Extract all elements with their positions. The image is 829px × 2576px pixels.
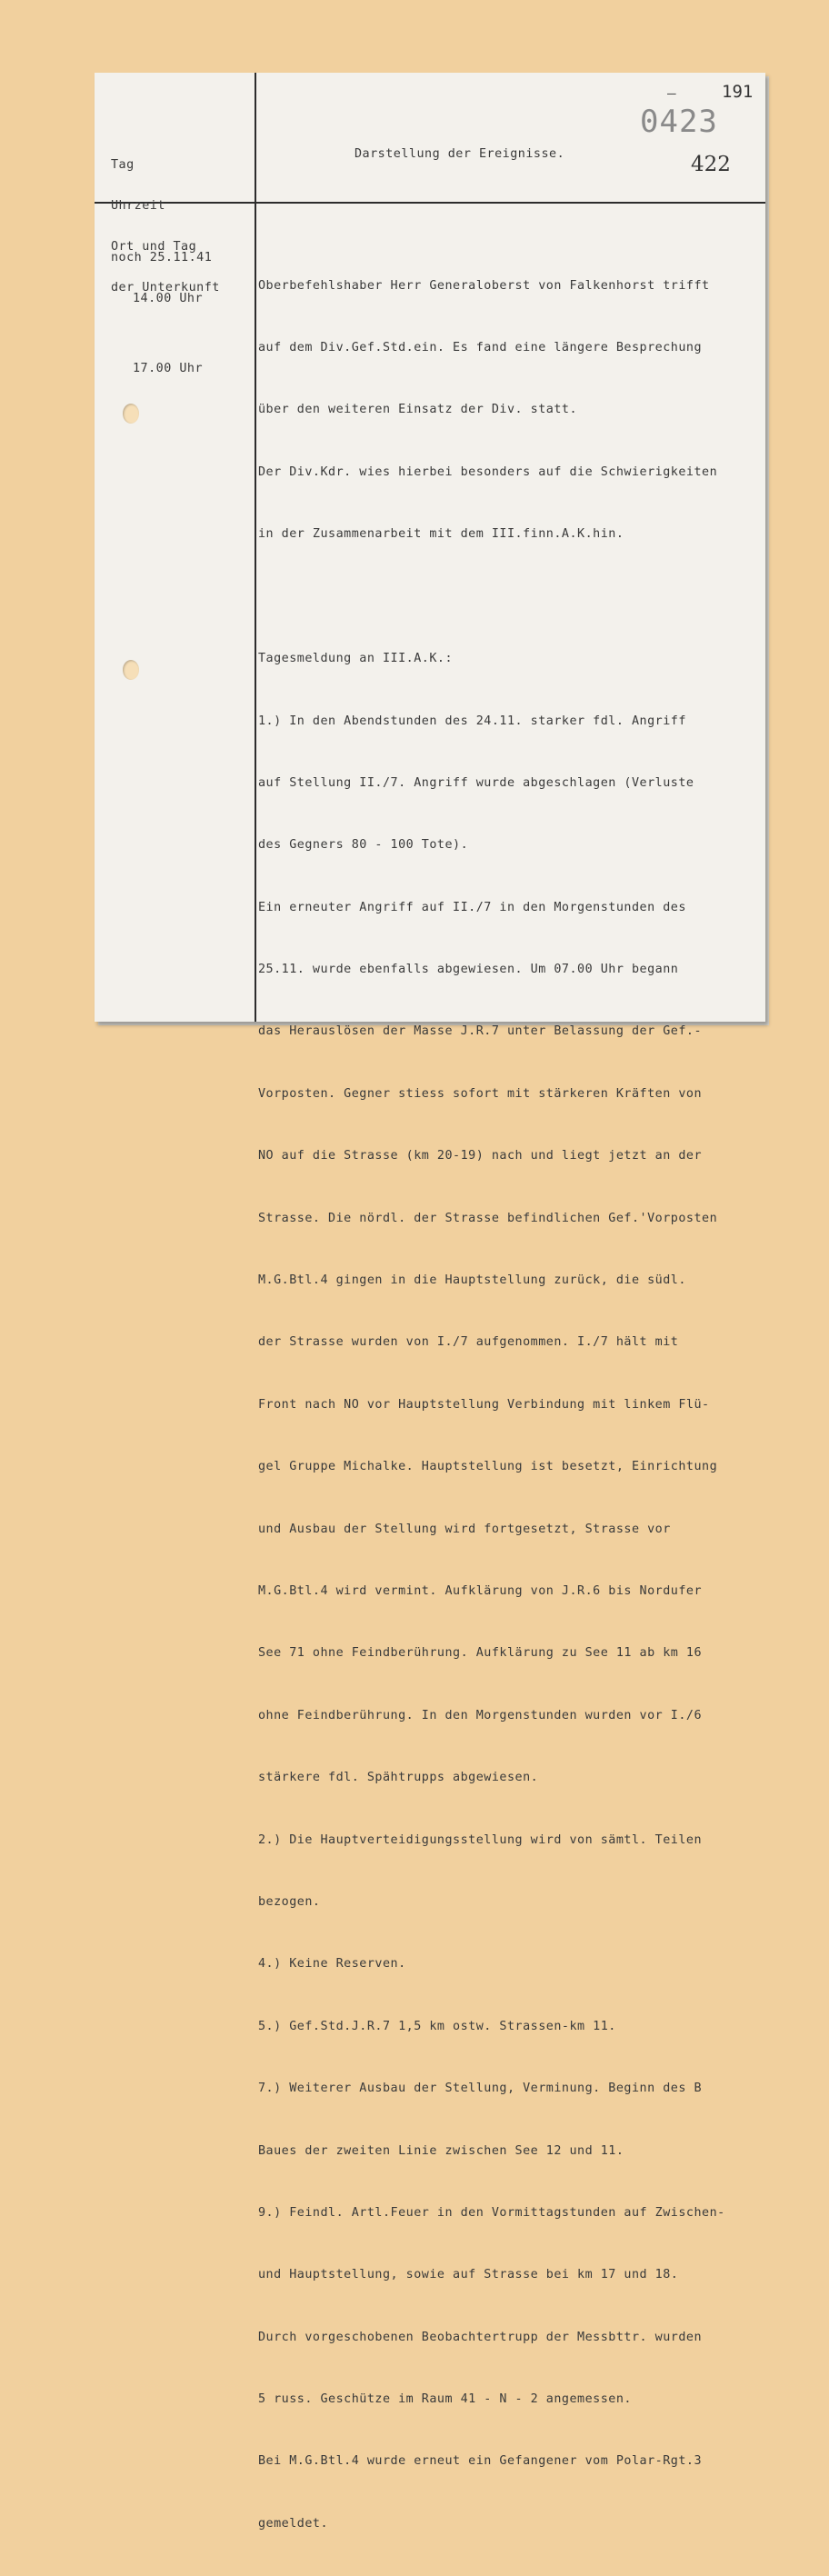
entry-2-line: Vorposten. Gegner stiess sofort mit stärkeren Kräften von — [258, 1086, 703, 1101]
entry-2-line: bezogen. — [258, 1894, 321, 1909]
column-divider — [255, 73, 256, 1022]
entry-2-line: M.G.Btl.4 wird vermint. Aufklärung von J.R.6 bis Nordufer — [258, 1584, 703, 1598]
entry-2-line: und Ausbau der Stellung wird fortgesetzt, Strasse vor — [258, 1522, 671, 1536]
document-page — [95, 73, 765, 2531]
header-label-tag: Tag — [111, 158, 135, 172]
entry-2-line: 9.) Feindl. Artl.Feuer in den Vormittagstunden auf Zwischen- — [258, 2205, 725, 2220]
dash-mark: – — [667, 85, 676, 102]
page-number: 422 — [691, 153, 731, 176]
entry-2-line: 25.11. wurde ebenfalls abgewiesen. Um 07.00 Uhr begann — [258, 963, 679, 977]
entry-2-line: Strasse. Die nördl. der Strasse befindlichen Gef.'Vorposten — [258, 1211, 718, 1225]
entry-2-line: und Hauptstellung, sowie auf Strasse bei km 17 und 18. — [258, 2268, 679, 2282]
entry-2-line: stärkere fdl. Spähtrupps abgewiesen. — [258, 1771, 539, 1785]
entry-2-line: 5.) Gef.Std.J.R.7 1,5 km ostw. Strassen-km 11. — [258, 2019, 616, 2033]
punch-hole — [123, 660, 139, 680]
entry-2-line: See 71 ohne Feindberührung. Aufklärung zu See 11 ab km 16 — [258, 1646, 703, 1661]
entry-2-line: das Herauslösen der Masse J.R.7 unter Belassung der Gef.- — [258, 1024, 703, 1039]
entry-2-line: des Gegners 80 - 100 Tote). — [258, 838, 469, 853]
entry-1-line: über den weiteren Einsatz der Div. statt. — [258, 403, 578, 417]
entry-1-line: Der Div.Kdr. wies hierbei besonders auf die Schwierigkeiten — [258, 464, 718, 479]
archive-page-number: 191 — [722, 82, 754, 102]
header-label-uhrzeit: Uhrzeit — [111, 199, 165, 213]
entry-2-line: 4.) Keine Reserven. — [258, 1957, 406, 1972]
entry-2-line: 5 russ. Geschütze im Raum 41 - N - 2 angemessen. — [258, 2392, 632, 2407]
entry-2-line: 1.) In den Abendstunden des 24.11. starker fdl. Angriff — [258, 714, 686, 728]
entry-2-line: Tagesmeldung an III.A.K.: — [258, 652, 454, 666]
entry-2-line: NO auf die Strasse (km 20-19) nach und liegt jetzt an der — [258, 1149, 703, 1163]
punch-hole — [123, 404, 139, 424]
entry-2-line: der Strasse wurden von I./7 aufgenommen. I./7 hält mit — [258, 1335, 679, 1350]
entry-1-date: noch 25.11.41 — [111, 251, 213, 265]
entry-2-line: gel Gruppe Michalke. Hauptstellung ist besetzt, Einrichtung — [258, 1460, 718, 1474]
entry-2-line: gemeldet. — [258, 2516, 329, 2531]
entry-2-line: M.G.Btl.4 gingen in die Hauptstellung zurück, die südl. — [258, 1273, 686, 1288]
entry-2-line: Front nach NO vor Hauptstellung Verbindung mit linkem Flü- — [258, 1397, 710, 1412]
entry-2-line: Ein erneuter Angriff auf II./7 in den Morgenstunden des — [258, 900, 686, 914]
entry-2-line: 2.) Die Hauptverteidigungsstellung wird von sämtl. Teilen — [258, 1832, 703, 1847]
entry-2-line: Baues der zweiten Linie zwischen See 12 und 11. — [258, 2143, 624, 2158]
entry-2-line: Bei M.G.Btl.4 wurde erneut ein Gefangener vom Polar-Rgt.3 — [258, 2454, 703, 2469]
entry-2-line: Durch vorgeschobenen Beobachtertrupp der Messbttr. wurden — [258, 2330, 703, 2344]
archive-stamp-number: 0423 — [640, 104, 718, 140]
header-label-ort: Ort und Tag — [111, 240, 197, 254]
events-body — [258, 235, 725, 2576]
entry-gap — [258, 587, 725, 608]
entry-1-time — [111, 224, 212, 333]
entry-2-time: 17.00 Uhr — [133, 362, 204, 375]
entry-1-hour: 14.00 Uhr — [133, 292, 204, 305]
header-label-unterkunft: der Unterkunft — [111, 281, 220, 295]
entry-1-line: in der Zusammenarbeit mit dem III.finn.A.K.hin. — [258, 527, 624, 542]
entry-1-line: Oberbefehlshaber Herr Generaloberst von Falkenhorst trifft — [258, 278, 710, 293]
entry-2-line: 7.) Weiterer Ausbau der Stellung, Verminung. Beginn des B — [258, 2082, 703, 2096]
entry-2-line: auf Stellung II./7. Angriff wurde abgeschlagen (Verluste — [258, 775, 694, 790]
header-title: Darstellung der Ereignisse. — [355, 147, 565, 161]
entry-1-line: auf dem Div.Gef.Std.ein. Es fand eine längere Besprechung — [258, 340, 703, 354]
entry-2-line: ohne Feindberührung. In den Morgenstunden wurden vor I./6 — [258, 1708, 703, 1722]
